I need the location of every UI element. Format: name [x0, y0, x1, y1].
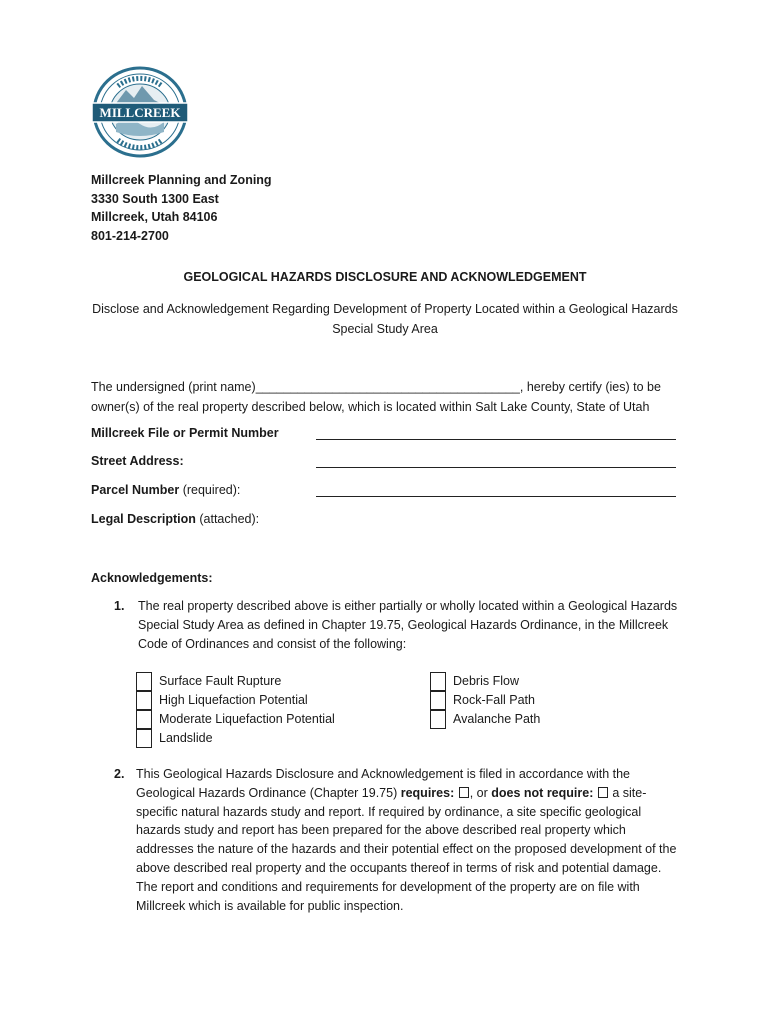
- checkbox[interactable]: [430, 672, 446, 691]
- document-subtitle: Disclose and Acknowledgement Regarding Development of Property Located within a Geological Hazards Special Study Area: [92, 302, 678, 336]
- does-not-require-checkbox[interactable]: [598, 787, 608, 798]
- acknowledgements-heading: Acknowledgements:: [91, 571, 213, 585]
- organization-address: [91, 171, 272, 245]
- checkbox[interactable]: [136, 672, 152, 691]
- item-2-text-c: a site-specific natural hazards study and report. If required by ordinance, a site specific geological hazards study and report has been prepared for the above described real property which addresses the nature of the hazards and their potential effect on the proposed development of the above described real property and the occupants thereof in terms of risk and potential damage. The report and conditions and requirements for development of the property are on file with Millcreek which is available for public inspection.: [136, 785, 677, 913]
- checkbox[interactable]: [136, 710, 152, 729]
- permit-number-field[interactable]: [316, 439, 676, 440]
- logo-wordmark: MILLCREEK: [99, 105, 181, 120]
- hazard-label: Moderate Liquefaction Potential: [159, 712, 335, 726]
- hazard-label: Surface Fault Rupture: [159, 674, 282, 688]
- parcel-number-label: Parcel Number (required):: [91, 483, 241, 497]
- org-phone: 801-214-2700: [91, 228, 169, 243]
- legal-description-label: Legal Description (attached):: [91, 512, 260, 526]
- item-1-text: The real property described above is either partially or wholly located within a Geological Hazards Special Study Area as defined in Chapter 19.75, Geological Hazards Ordinance, in the Millcreek Code of Ordinances and consist of the following:: [138, 599, 678, 651]
- certify-text-after: , hereby certify (ies) to be owner(s) of the real property described below, which is located within Salt Lake County, State of Utah: [91, 380, 661, 414]
- street-address-field[interactable]: [316, 467, 676, 468]
- org-address-line2: Millcreek, Utah 84106: [91, 210, 218, 224]
- hazard-label: Landslide: [159, 731, 213, 745]
- print-name-blank[interactable]: ______________________________________: [255, 380, 520, 394]
- item-1-number: 1.: [114, 599, 125, 613]
- certification-statement: [91, 377, 691, 417]
- org-address-line1: 3330 South 1300 East: [91, 191, 219, 206]
- item-2-text-a: This Geological Hazards Disclosure and Acknowledgement is filed in accordance with the Geological Hazards Ordinance (Chapter 19.75): [136, 767, 631, 800]
- parcel-number-field[interactable]: [316, 496, 676, 497]
- does-not-require-label: does not require:: [491, 785, 594, 800]
- requires-checkbox[interactable]: [459, 787, 469, 798]
- item-2-text-b: , or: [469, 785, 492, 800]
- item-2-text: [136, 765, 681, 915]
- hazard-label: Debris Flow: [453, 674, 519, 688]
- org-name: Millcreek Planning and Zoning: [91, 173, 272, 187]
- hazard-label: Avalanche Path: [453, 712, 541, 726]
- checkbox[interactable]: [136, 729, 152, 748]
- checkbox[interactable]: [430, 710, 446, 729]
- certify-text-before: The undersigned (print name): [91, 380, 256, 394]
- millcreek-logo: [88, 66, 192, 158]
- document-title: GEOLOGICAL HAZARDS DISCLOSURE AND ACKNOWLEDGEMENT: [183, 270, 587, 284]
- hazard-label: Rock-Fall Path: [453, 693, 535, 707]
- checkbox[interactable]: [430, 691, 446, 710]
- street-address-label: Street Address:: [91, 454, 184, 468]
- checkbox[interactable]: [136, 691, 152, 710]
- hazard-label: High Liquefaction Potential: [159, 693, 308, 707]
- requires-label: requires:: [400, 785, 455, 800]
- item-2-number: 2.: [114, 767, 125, 781]
- permit-number-label: Millcreek File or Permit Number: [91, 426, 279, 440]
